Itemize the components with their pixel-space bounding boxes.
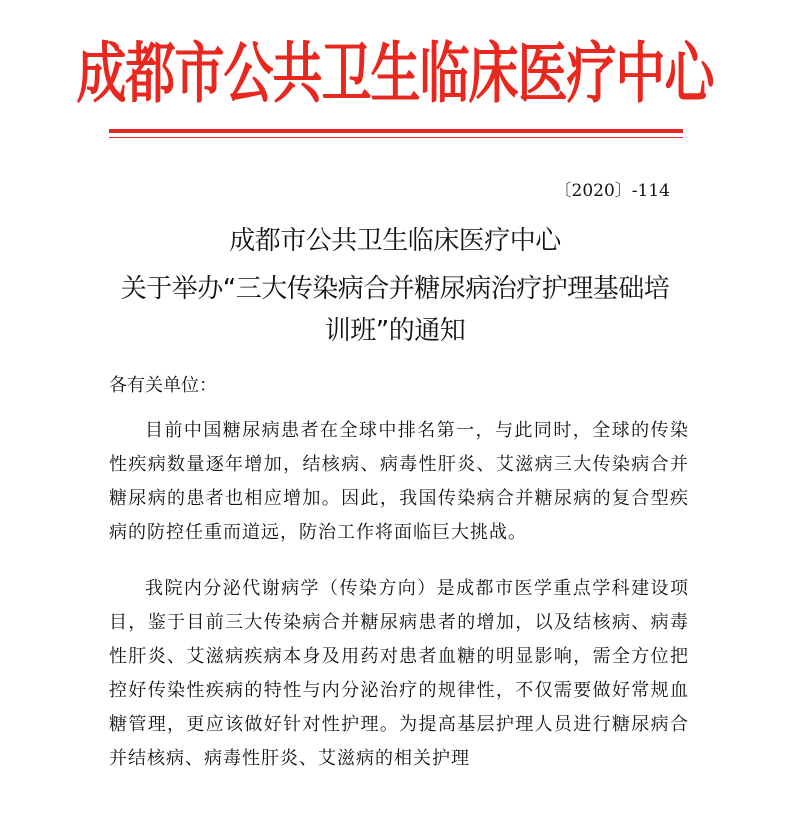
masthead-title: 成都市公共卫生临床医疗中心: [76, 35, 714, 112]
notice-title-line-3: 训班”的通知: [324, 316, 466, 346]
notice-title-line-2: 关于举办“三大传染病合并糖尿病治疗护理基础培: [120, 274, 670, 304]
notice-title-line-1: 成都市公共卫生临床医疗中心: [229, 226, 561, 256]
body-paragraph-2: 我院内分泌代谢病学（传染方向）是成都市医学重点学科建设项目，鉴于目前三大传染病合并糖尿病患者的增加，以及结核病、病毒性肝炎、艾滋病疾病本身及用药对患者血糖的明显影响，需全方位把控好传染性疾病的特性与内分泌治疗的规律性，不仅需要做好常规血糖管理，更应该做好针对性护理。为提高基层护理人员进行糖尿病合并结核病、病毒性肝炎、艾滋病的相关护理: [109, 578, 689, 769]
red-divider-thick: [109, 129, 683, 133]
red-divider-thin: [109, 137, 683, 138]
document-number: 〔2020〕-114: [554, 181, 670, 201]
body-paragraph-1: 目前中国糖尿病患者在全球中排名第一，与此同时，全球的传染性疾病数量逐年增加，结核病、病毒性肝炎、艾滋病三大传染病合并糖尿病的患者也相应增加。因此，我国传染病合并糖尿病的复合型疾病的防控任重而道远，防治工作将面临巨大挑战。: [109, 420, 689, 543]
salutation: 各有关单位：: [109, 375, 217, 396]
